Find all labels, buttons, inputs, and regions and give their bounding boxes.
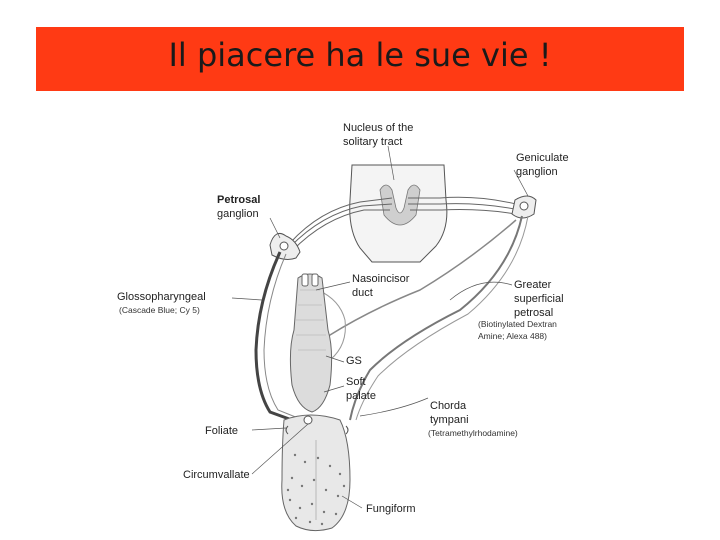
foliate-papilla-right <box>346 426 348 434</box>
label-nucleus-2: solitary tract <box>343 136 403 148</box>
label-glossopharyngeal-dye: (Cascade Blue; Cy 5) <box>119 305 200 315</box>
glossopharyngeal-nerve <box>256 252 292 420</box>
label-chorda-1: Chorda <box>430 400 467 412</box>
label-petrosal-1: Petrosal <box>217 194 261 206</box>
label-nasoincisor-1: Nasoincisor <box>352 273 410 285</box>
label-petrosal-2: ganglion <box>217 208 259 220</box>
label-gsp-dye-2: Amine; Alexa 488) <box>478 331 547 341</box>
label-nasoincisor-2: duct <box>352 287 373 299</box>
circumvallate-papilla <box>304 416 312 424</box>
label-soft-2: palate <box>346 390 376 402</box>
label-gs: GS <box>346 355 362 367</box>
label-gsp-2: superficial <box>514 293 564 305</box>
label-nucleus-1: Nucleus of the <box>343 122 414 134</box>
label-soft-1: Soft <box>346 376 366 388</box>
label-foliate: Foliate <box>205 425 239 437</box>
label-glossopharyngeal: Glossopharyngeal <box>117 291 206 303</box>
label-gsp-dye-1: (Biotinylated Dextran <box>478 319 557 329</box>
label-gsp-1: Greater <box>514 279 552 291</box>
label-chorda-dye: (Tetramethylrhodamine) <box>428 428 518 438</box>
label-geniculate-1: Geniculate <box>516 152 569 164</box>
label-fungiform: Fungiform <box>366 503 416 515</box>
label-geniculate-2: ganglion <box>516 166 558 178</box>
label-gsp-3: petrosal <box>514 307 554 319</box>
slide-title: Il piacere ha le sue vie ! <box>168 36 552 74</box>
label-chorda-2: tympani <box>430 414 469 426</box>
label-circumvallate: Circumvallate <box>183 469 250 481</box>
